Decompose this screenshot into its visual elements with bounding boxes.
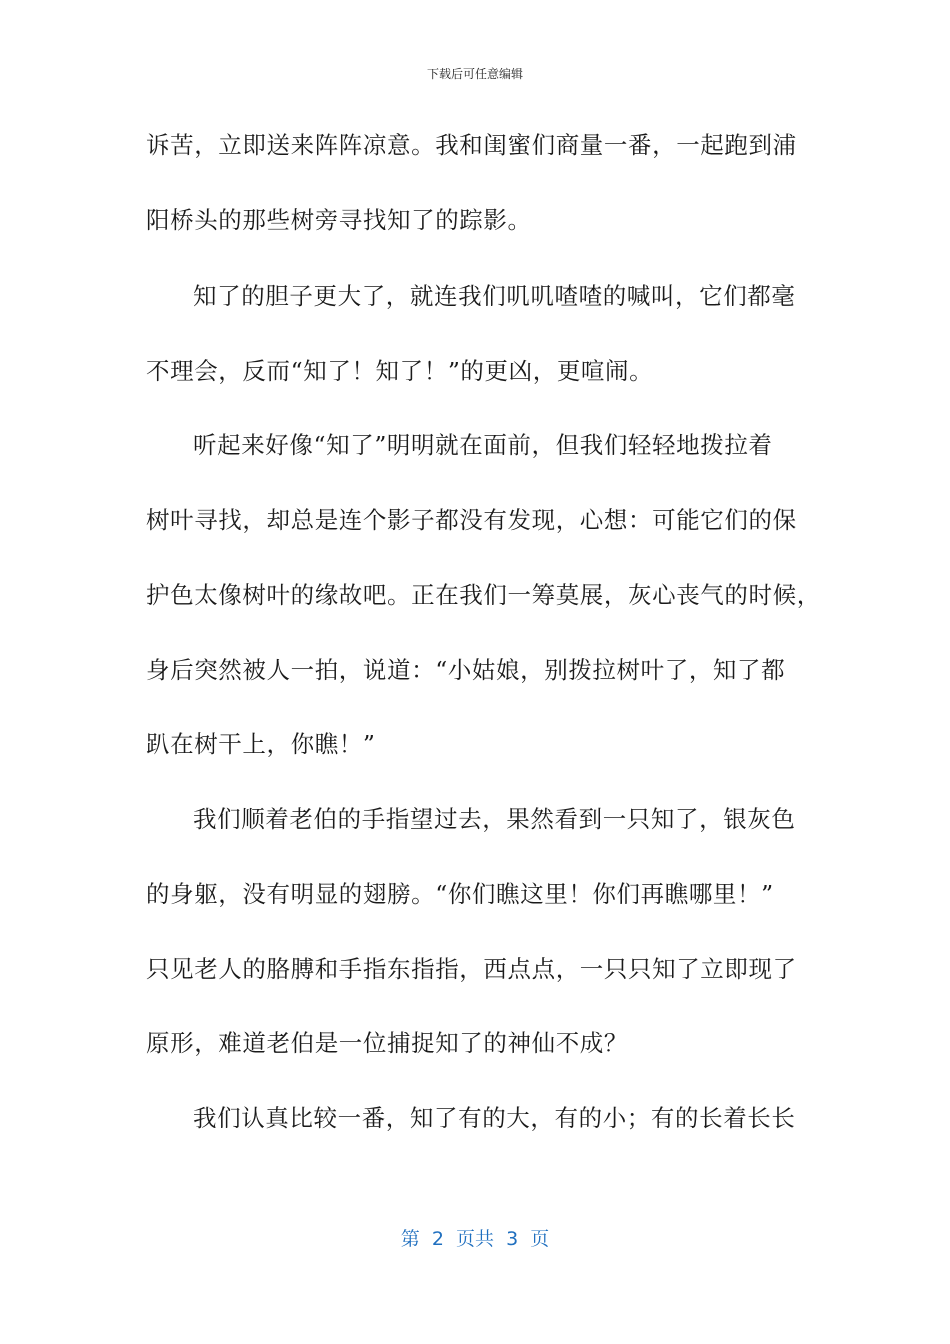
text-line: 阳桥头的那些树旁寻找知了的踪影。	[146, 206, 532, 234]
paragraph-first-line: 我们认真比较一番，知了有的大，有的小；有的长着长长	[193, 1104, 796, 1132]
text-line: 护色太像树叶的缘故吧。正在我们一筹莫展，灰心丧气的时候，	[146, 581, 821, 609]
paragraph-first-line: 我们顺着老伯的手指望过去，果然看到一只知了，银灰色	[193, 805, 796, 833]
text-line: 趴在树干上，你瞧！”	[146, 730, 376, 758]
text-line: 不理会，反而“知了！知了！”的更凶，更喧闹。	[146, 357, 654, 385]
text-line: 只见老人的胳膊和手指东指指，西点点，一只只知了立即现了	[146, 955, 797, 983]
text-line: 原形，难道老伯是一位捕捉知了的神仙不成？	[146, 1029, 628, 1057]
text-line: 身后突然被人一拍，说道：“小姑娘，别拨拉树叶了，知了都	[146, 656, 786, 684]
page-number-footer: 第 2 页共 3 页	[400, 1228, 550, 1250]
text-line: 的身躯，没有明显的翅膀。“你们瞧这里！你们再瞧哪里！”	[146, 880, 774, 908]
text-line: 树叶寻找，却总是连个影子都没有发现，心想：可能它们的保	[146, 506, 797, 534]
text-line: 诉苦，立即送来阵阵凉意。我和闺蜜们商量一番，一起跑到浦	[146, 131, 797, 159]
paragraph-first-line: 知了的胆子更大了，就连我们叽叽喳喳的喊叫，它们都毫	[193, 282, 796, 310]
page-header: 下载后可任意编辑	[426, 67, 523, 81]
paragraph-first-line: 听起来好像“知了”明明就在面前，但我们轻轻地拨拉着	[193, 431, 773, 459]
